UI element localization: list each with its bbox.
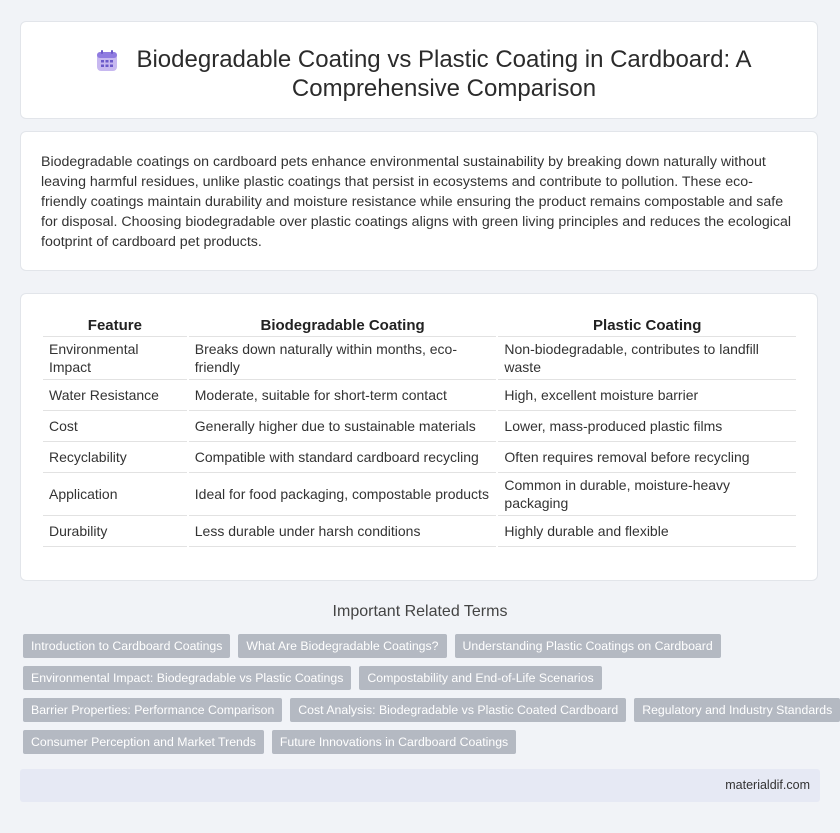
cell-feature: Durability — [43, 515, 187, 547]
table-row — [43, 379, 796, 410]
header-plastic: Plastic Coating — [593, 316, 702, 334]
related-term-tag[interactable]: Compostability and End-of-Life Scenarios — [359, 666, 601, 690]
cell-biodegradable: Ideal for food packaging, compostable products — [189, 472, 497, 515]
related-term-tag[interactable]: Consumer Perception and Market Trends — [23, 730, 264, 754]
header-biodegradable: Biodegradable Coating — [260, 316, 425, 334]
cell-biodegradable: Generally higher due to sustainable materials — [189, 410, 497, 441]
calendar-icon — [95, 49, 119, 73]
table-header-row — [43, 314, 796, 336]
related-terms-heading: Important Related Terms — [332, 603, 508, 620]
footer-site-link[interactable]: materialdif.com — [725, 778, 810, 792]
cell-biodegradable: Breaks down naturally within months, eco-friendly — [189, 336, 497, 379]
cell-plastic: Non-biodegradable, contributes to landfill waste — [498, 336, 796, 379]
page-title: Biodegradable Coating vs Plastic Coating in Cardboard: A Comprehensive Comparison — [136, 46, 752, 102]
related-term-tag[interactable]: Regulatory and Industry Standards — [634, 698, 840, 722]
cell-plastic: High, excellent moisture barrier — [498, 379, 796, 410]
table-row — [43, 515, 796, 547]
table-row — [43, 410, 796, 441]
cell-plastic: Common in durable, moisture-heavy packaging — [498, 472, 796, 515]
cell-plastic: Often requires removal before recycling — [498, 441, 796, 472]
intro-paragraph: Biodegradable coatings on cardboard pets enhance environmental sustainability by breaking down naturally without leaving harmful residues, unlike plastic coatings that persist in ecosystems and contribute to pollution. These eco-friendly coatings maintain durability and moisture resistance while ensuring the product remains compostable and safe for disposal. Choosing biodegradable over plastic coatings aligns with green living principles and reduces the ecological footprint of cardboard pet products. — [41, 154, 792, 250]
intro-card — [20, 131, 818, 271]
cell-plastic: Lower, mass-produced plastic films — [498, 410, 796, 441]
cell-feature: Recyclability — [43, 441, 187, 472]
cell-feature: Cost — [43, 410, 187, 441]
cell-feature: Application — [43, 472, 187, 515]
related-term-tag[interactable]: Cost Analysis: Biodegradable vs Plastic Coated Cardboard — [290, 698, 626, 722]
table-row — [43, 472, 796, 515]
footer — [20, 769, 820, 802]
related-term-tag[interactable]: Future Innovations in Cardboard Coatings — [272, 730, 516, 754]
related-term-tag[interactable]: Introduction to Cardboard Coatings — [23, 634, 230, 658]
comparison-table — [41, 314, 798, 547]
related-term-tag[interactable]: Understanding Plastic Coatings on Cardboard — [455, 634, 721, 658]
comparison-card — [20, 293, 818, 581]
related-term-tag[interactable]: Barrier Properties: Performance Comparison — [23, 698, 282, 722]
related-term-tag[interactable]: Environmental Impact: Biodegradable vs Plastic Coatings — [23, 666, 351, 690]
cell-biodegradable: Moderate, suitable for short-term contact — [189, 379, 497, 410]
table-row — [43, 441, 796, 472]
cell-feature: Environmental Impact — [43, 336, 187, 379]
table-row — [43, 336, 796, 379]
related-term-tag[interactable]: What Are Biodegradable Coatings? — [238, 634, 446, 658]
related-terms-list — [23, 634, 833, 762]
cell-plastic: Highly durable and flexible — [498, 515, 796, 547]
cell-biodegradable: Less durable under harsh conditions — [189, 515, 497, 547]
title-wrap — [21, 45, 817, 103]
title-card — [20, 21, 818, 119]
cell-biodegradable: Compatible with standard cardboard recycling — [189, 441, 497, 472]
header-feature: Feature — [87, 316, 142, 334]
cell-feature: Water Resistance — [43, 379, 187, 410]
